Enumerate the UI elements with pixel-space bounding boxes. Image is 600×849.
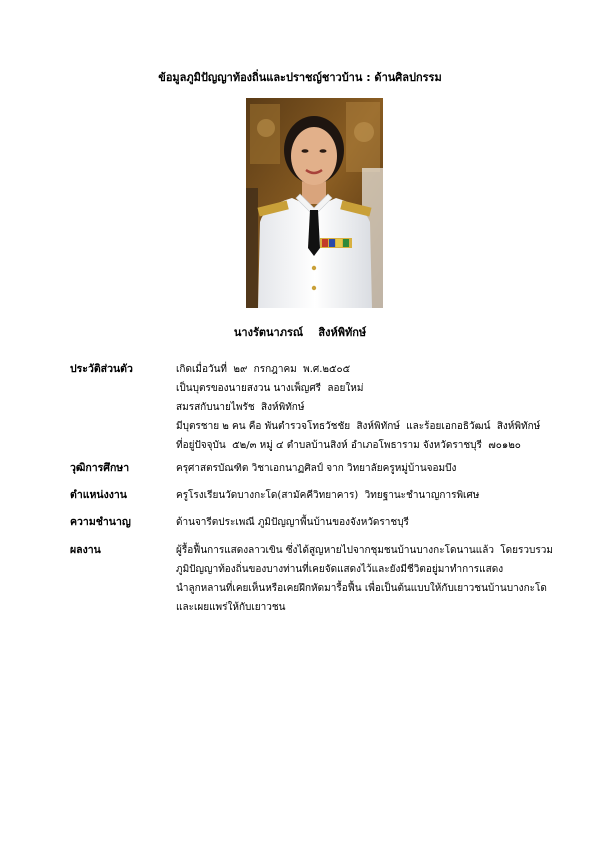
text-line: ครุศาสตรบัณฑิต วิชาเอกนาฏศิลป์ จาก วิทยาลัยครูหมู่บ้านจอมบึง	[176, 463, 457, 474]
text-line: สมรสกับนายไพรัช สิงห์พิทักษ์	[176, 402, 305, 413]
section-content-expertise	[176, 513, 576, 532]
section-label-works: ผลงาน	[70, 544, 101, 556]
section-content-education	[176, 459, 576, 478]
portrait-image	[246, 98, 383, 308]
document-title: ข้อมูลภูมิปัญญาท้องถิ่นและปราชญ์ชาวบ้าน : ด้านศิลปกรรม	[158, 71, 442, 84]
text-line: ด้านจารีตประเพณี ภูมิปัญญาพื้นบ้านของจังหวัดราชบุรี	[176, 517, 409, 528]
section-label-education: วุฒิการศึกษา	[70, 462, 130, 474]
text-line: นำลูกหลานที่เคยเห็นหรือเคยฝึกหัดมารื้อฟื้น เพื่อเป็นต้นแบบให้กับเยาวชนบ้านบางกะโด	[176, 583, 547, 594]
text-line: ที่อยู่ปัจจุบัน ๕๒/๓ หมู่ ๔ ตำบลบ้านสิงห์ อำเภอโพธาราม จังหวัดราชบุรี ๗๐๑๒๐	[176, 440, 521, 451]
text-line: ภูมิปัญญาท้องถิ่นของบางท่านที่เคยจัดแสดงไว้และยังมีชีวิตอยู่มาทำการแสดง	[176, 564, 504, 575]
text-line: เกิดเมื่อวันที่ ๒๙ กรกฎาคม พ.ศ.๒๕๐๕	[176, 364, 351, 375]
section-content-position	[176, 486, 576, 505]
section-content-works	[176, 541, 576, 617]
section-label-position: ตำแหน่งงาน	[70, 489, 127, 501]
text-line: ผู้รื้อฟื้นการแสดงลาวเขิน ซึ่งได้สูญหายไปจากชุมชนบ้านบางกะโดนานแล้ว โดยรวบรวม	[176, 545, 553, 556]
section-content-personal	[176, 360, 576, 455]
text-line: เป็นบุตรของนายสงวน นางเพ็ญศรี ลอยใหม่	[176, 383, 364, 394]
portrait-photo	[246, 98, 383, 308]
text-line: และเผยแพร่ให้กับเยาวชน	[176, 602, 286, 613]
person-name: นางรัตนาภรณ์ สิงห์พิทักษ์	[233, 326, 367, 339]
text-line: มีบุตรชาย ๒ คน คือ พันตำรวจโทธวัชชัย สิงห์พิทักษ์ และร้อยเอกอธิวัฒน์ สิงห์พิทักษ์	[176, 421, 541, 432]
section-label-personal: ประวัติส่วนตัว	[70, 363, 133, 375]
text-line: ครูโรงเรียนวัดบางกะโด(สามัคคีวิทยาคาร) วิทยฐานะชำนาญการพิเศษ	[176, 490, 480, 501]
section-label-expertise: ความชำนาญ	[70, 516, 131, 528]
